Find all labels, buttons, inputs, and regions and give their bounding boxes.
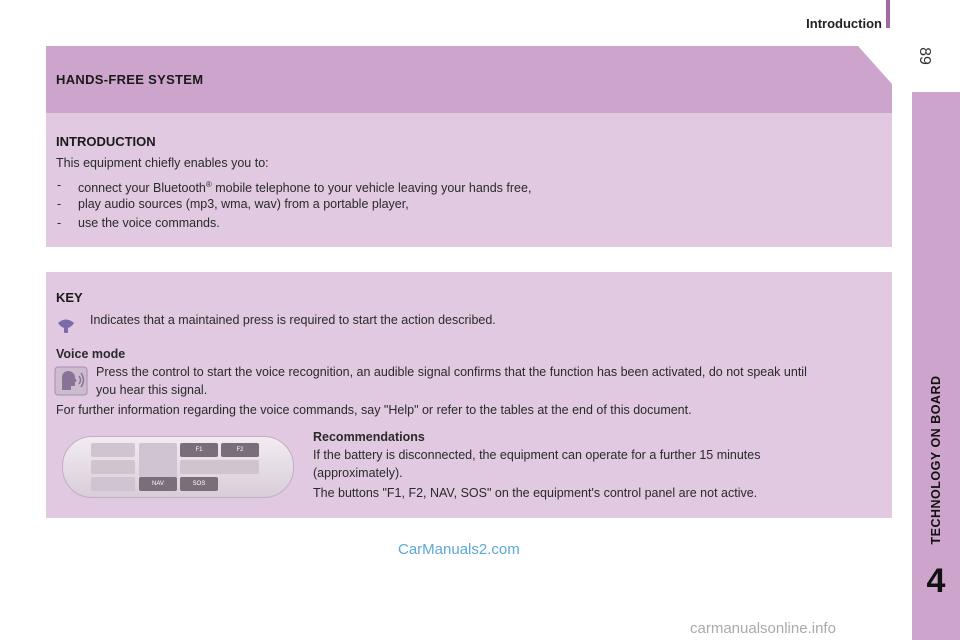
bullet-audio-sources: play audio sources (mp3, wma, wav) from a portable player,: [78, 197, 409, 211]
voice-mode-description-line2: you hear this signal.: [96, 383, 208, 397]
chapter-number: 4: [926, 562, 946, 600]
panel-right-button: [221, 460, 259, 474]
voice-mode-description-line1: Press the control to start the voice recognition, an audible signal confirms that the function has been activated, do not speak until: [96, 365, 807, 379]
bullet-text: mobile telephone to your vehicle leaving your hands free,: [211, 181, 532, 196]
recommendations-heading: Recommendations: [313, 430, 425, 444]
bullet-bluetooth: [78, 176, 531, 197]
recommendation-buttons: The buttons "F1, F2, NAV, SOS" on the equipment's control panel are not active.: [313, 486, 758, 500]
bullet-voice-commands: use the voice commands.: [78, 216, 220, 230]
bullet-dash: -: [57, 178, 62, 192]
page-section-title: Introduction: [806, 16, 882, 31]
panel-up-button: [91, 443, 135, 457]
footer-watermark: carmanualsonline.info: [690, 620, 836, 637]
header-divider: [886, 0, 890, 28]
panel-left-button: [91, 460, 135, 474]
panel-sos-button: SOS: [180, 477, 218, 491]
panel-down-button: [91, 477, 135, 491]
recommendation-battery-cont: (approximately).: [313, 466, 403, 480]
introduction-lead: This equipment chiefly enables you to:: [56, 156, 269, 170]
panel-f1-button: F1: [180, 443, 218, 457]
page-number: 89: [916, 47, 933, 65]
maintained-press-note: Indicates that a maintained press is required to start the action described.: [90, 313, 496, 327]
voice-command-icon: [54, 366, 88, 396]
site-watermark: CarManuals2.com: [398, 541, 520, 558]
key-heading: KEY: [56, 290, 83, 305]
bullet-dash: -: [57, 216, 62, 230]
bullet-dash: -: [57, 197, 62, 211]
chapter-label-text: TECHNOLOGY ON BOARD: [929, 375, 943, 545]
maintained-press-icon: [55, 314, 77, 336]
control-panel-illustration: [62, 436, 294, 498]
voice-mode-heading: Voice mode: [56, 347, 126, 361]
bullet-text: connect your Bluetooth: [78, 181, 206, 196]
panel-f2-button: F2: [221, 443, 259, 457]
panel-nav-button: NAV: [139, 477, 177, 491]
chapter-side-tab: [912, 92, 960, 640]
further-information: For further information regarding the voice commands, say "Help" or refer to the tables at the end of this document.: [56, 403, 692, 417]
registered-mark: ®: [205, 180, 212, 189]
section-banner-title: HANDS-FREE SYSTEM: [56, 72, 204, 87]
recommendation-battery: If the battery is disconnected, the equipment can operate for a further 15 minutes: [313, 448, 761, 462]
introduction-heading: INTRODUCTION: [56, 134, 156, 149]
